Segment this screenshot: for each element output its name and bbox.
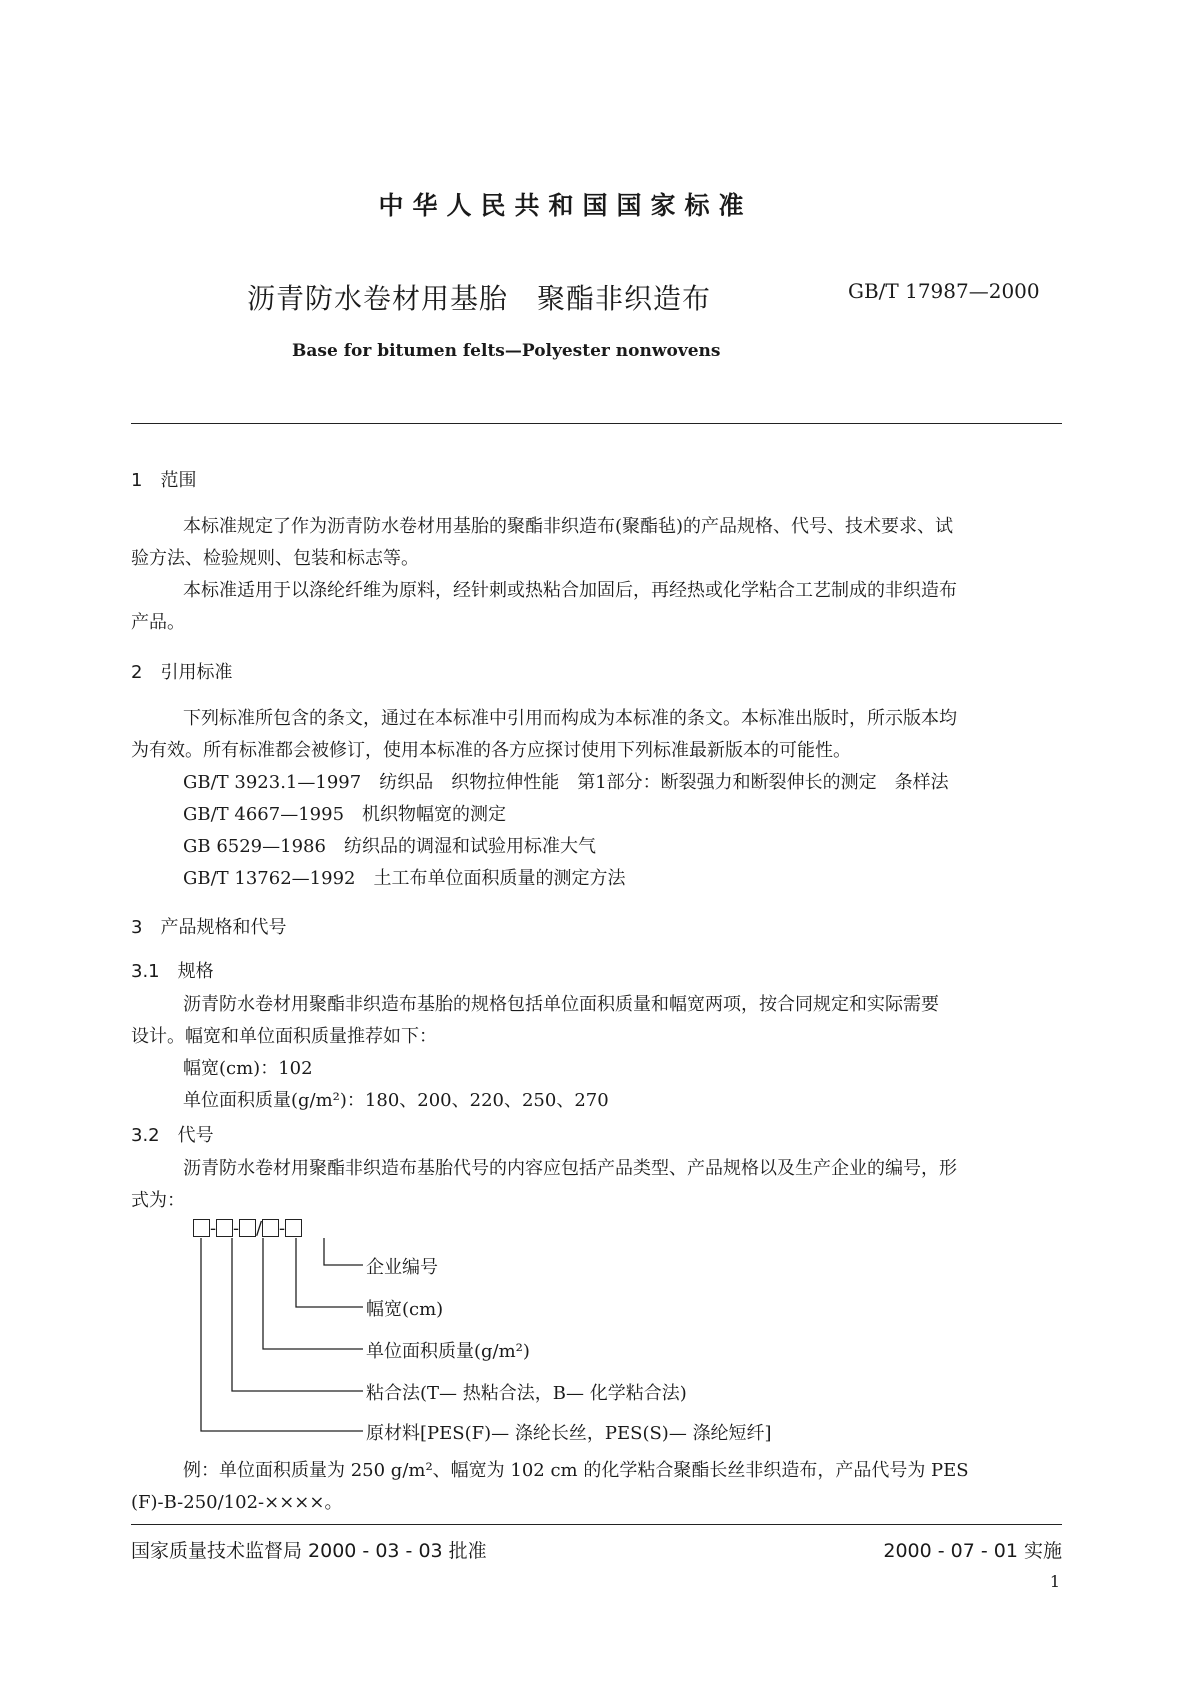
section-3-2-line2: 式为：: [131, 1190, 185, 1211]
reference-item: GB 6529—1986 纺织品的调湿和试验用标准大气: [183, 836, 596, 857]
code-label-width: 幅宽(cm): [366, 1299, 444, 1320]
reference-item: GB/T 13762—1992 土工布单位面积质量的测定方法: [183, 868, 626, 889]
document-title-cn: 沥青防水卷材用基胎 聚酯非织造布: [247, 282, 712, 315]
footer-divider: [131, 1524, 1062, 1525]
code-label-mass: 单位面积质量(g/m²): [366, 1341, 530, 1362]
section-3-1-line1: 沥青防水卷材用聚酯非织造布基胎的规格包括单位面积质量和幅宽两项，按合同规定和实际需要: [183, 994, 939, 1015]
approval-date: 国家质量技术监督局 2000 - 03 - 03 批准: [131, 1540, 487, 1562]
section-1-heading: 1 范围: [131, 470, 197, 491]
standard-number: GB/T 17987—2000: [848, 279, 1040, 303]
reference-item: GB/T 4667—1995 机织物幅宽的测定: [183, 804, 507, 825]
example-line2: (F)-B-250/102-××××。: [131, 1492, 343, 1513]
section-2-para-line1: 下列标准所包含的条文，通过在本标准中引用而构成为本标准的条文。本标准出版时，所示版本均: [183, 708, 957, 729]
section-2-heading: 2 引用标准: [131, 662, 233, 683]
section-1-para2-line1: 本标准适用于以涤纶纤维为原料，经针刺或热粘合加固后，再经热或化学粘合工艺制成的非织造布: [183, 580, 957, 601]
section-1-para2-line2: 产品。: [131, 612, 185, 633]
implementation-date: 2000 - 07 - 01 实施: [883, 1540, 1062, 1562]
section-3-1-heading: 3.1 规格: [131, 961, 214, 982]
example-line1: 例：单位面积质量为 250 g/m²、幅宽为 102 cm 的化学粘合聚酯长丝非织造布，产品代号为 PES: [183, 1460, 969, 1481]
section-3-2-heading: 3.2 代号: [131, 1125, 214, 1146]
code-label-company: 企业编号: [366, 1257, 438, 1278]
section-1-para1-line2: 验方法、检验规则、包装和标志等。: [131, 548, 419, 569]
section-3-1-line2: 设计。幅宽和单位面积质量推荐如下：: [131, 1026, 437, 1047]
section-3-2-line1: 沥青防水卷材用聚酯非织造布基胎代号的内容应包括产品类型、产品规格以及生产企业的编号，形: [183, 1158, 957, 1179]
document-title-en: Base for bitumen felts—Polyester nonwovens: [292, 341, 721, 361]
page-number: 1: [1049, 1572, 1060, 1591]
code-label-material: 原材料[PES(F)— 涤纶长丝，PES(S)— 涤纶短纤]: [366, 1423, 772, 1444]
mass-spec: 单位面积质量(g/m²)：180、200、220、250、270: [183, 1090, 609, 1111]
reference-item: GB/T 3923.1—1997 纺织品 织物拉伸性能 第1部分：断裂强力和断裂伸长的测定 条样法: [183, 772, 949, 793]
code-label-bonding: 粘合法(T— 热粘合法，B— 化学粘合法): [366, 1383, 687, 1404]
product-code-pattern: - - / -: [193, 1218, 302, 1239]
width-spec: 幅宽(cm)：102: [183, 1058, 313, 1079]
section-2-para-line2: 为有效。所有标准都会被修订，使用本标准的各方应探讨使用下列标准最新版本的可能性。: [131, 740, 851, 761]
section-3-heading: 3 产品规格和代号: [131, 917, 287, 938]
section-1-para1-line1: 本标准规定了作为沥青防水卷材用基胎的聚酯非织造布(聚酯毡)的产品规格、代号、技术要求、试: [183, 516, 954, 537]
national-standard-heading: 中华人民共和国国家标准: [378, 191, 753, 220]
